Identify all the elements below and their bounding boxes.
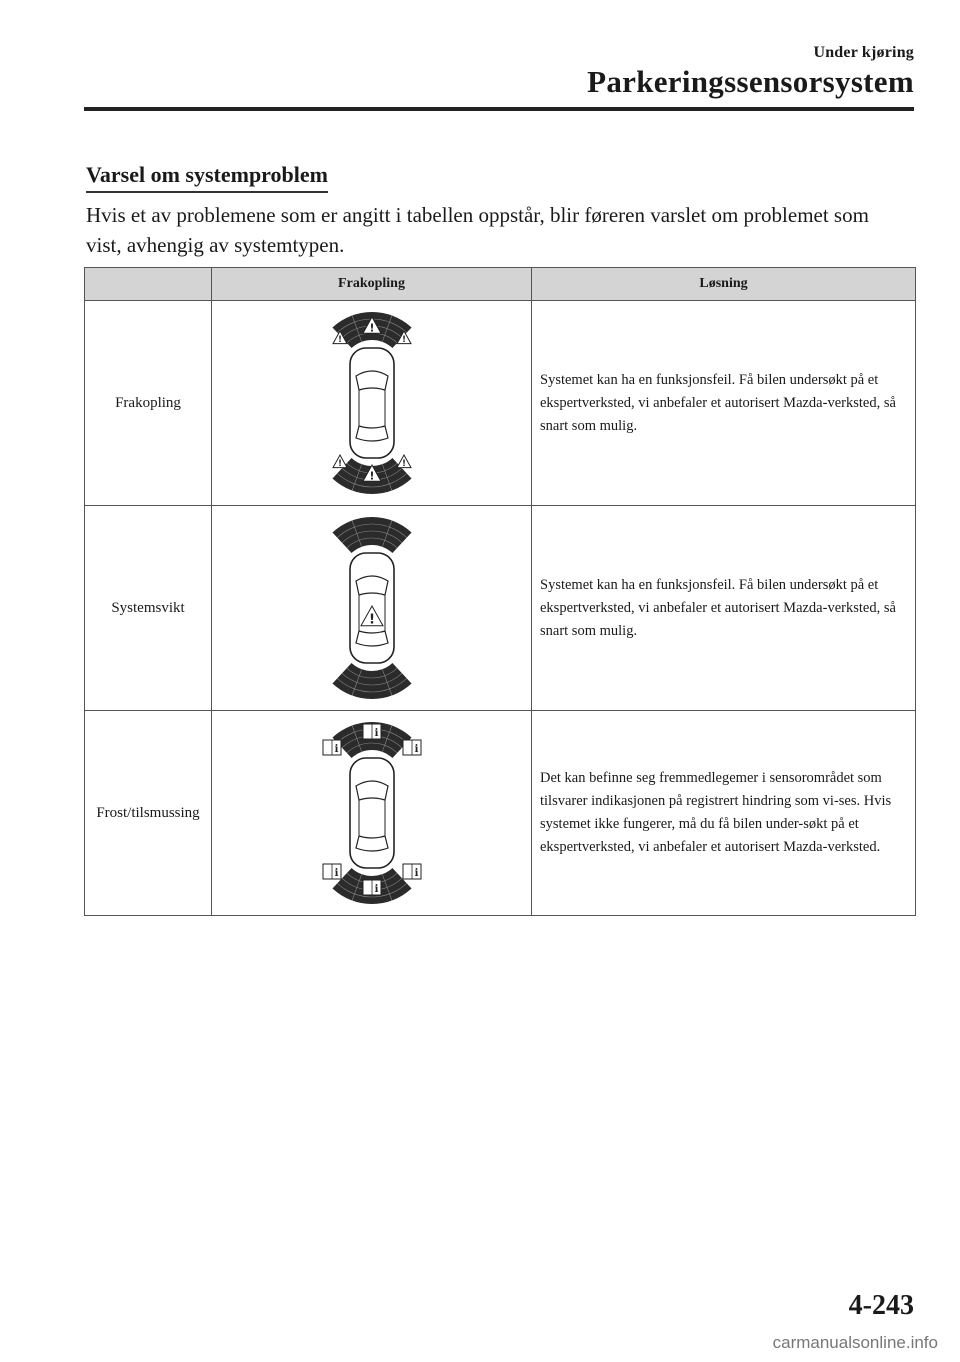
car-rear-window xyxy=(356,426,388,441)
info-mark: i xyxy=(334,868,338,879)
warning-mark: ! xyxy=(401,334,406,345)
problem-table xyxy=(84,267,916,916)
info-mark: i xyxy=(414,744,418,755)
solution-text: Systemet kan ha en funksjonsfeil. Få bilen undersøkt på et ekspertverksted, vi anbefaler et autorisert Mazda-verksted, så snart som mulig. xyxy=(532,506,916,711)
car-rear-window xyxy=(356,836,388,851)
info-mark: i xyxy=(374,884,378,895)
row-label: Systemsvikt xyxy=(85,506,212,711)
row-label: Frost/tilsmussing xyxy=(85,711,212,916)
car-center-warning-diagram xyxy=(312,513,432,703)
car-windshield xyxy=(356,576,388,595)
warning-mark: ! xyxy=(368,612,375,628)
front-sensor-zone xyxy=(332,517,411,553)
column-header-losning: Løsning xyxy=(532,268,916,301)
car-windshield xyxy=(356,371,388,390)
header-rule xyxy=(84,107,914,111)
warning-mark: ! xyxy=(369,321,374,335)
car-warning-triangles-diagram xyxy=(312,308,432,498)
table-row xyxy=(85,301,916,506)
page-title: Parkeringssensorsystem xyxy=(587,64,914,99)
row-label: Frakopling xyxy=(85,301,212,506)
table-header-row xyxy=(85,268,916,301)
diagram-cell xyxy=(212,301,532,506)
warning-mark: ! xyxy=(401,458,406,469)
solution-text: Det kan befinne seg fremmedlegemer i sensorområdet som tilsvarer indikasjonen på registrert hindring som vi-ses. Hvis systemet ikke fungerer, må du få bilen under-søkt på et ekspertverksted, vi anbefaler et autorisert Mazda-verksted. xyxy=(532,711,916,916)
warning-mark: ! xyxy=(337,458,342,469)
column-header-frakopling: Frakopling xyxy=(212,268,532,301)
chapter-title: Under kjøring xyxy=(813,44,914,61)
section-heading: Varsel om systemproblem xyxy=(86,162,328,193)
table-row xyxy=(85,711,916,916)
rear-sensor-zone xyxy=(332,663,411,699)
intro-paragraph: Hvis et av problemene som er angitt i tabellen oppstår, blir føreren varslet om problemet som vist, avhengig av systemtypen. xyxy=(86,203,869,257)
diagram-cell xyxy=(212,506,532,711)
info-mark: i xyxy=(374,728,378,739)
car-info-book-diagram xyxy=(307,718,437,908)
column-header-empty xyxy=(85,268,212,301)
info-mark: i xyxy=(334,744,338,755)
info-mark: i xyxy=(414,868,418,879)
warning-mark: ! xyxy=(369,469,374,483)
running-head xyxy=(587,44,914,100)
table-row xyxy=(85,506,916,711)
diagram-cell xyxy=(212,711,532,916)
car-windshield xyxy=(356,781,388,800)
car-rear-window xyxy=(356,631,388,646)
solution-text: Systemet kan ha en funksjonsfeil. Få bilen undersøkt på et ekspertverksted, vi anbefaler et autorisert Mazda-verksted, så snart som mulig. xyxy=(532,301,916,506)
watermark: carmanualsonline.info xyxy=(772,1333,938,1352)
warning-mark: ! xyxy=(337,334,342,345)
page-number: 4-243 xyxy=(848,1290,914,1321)
